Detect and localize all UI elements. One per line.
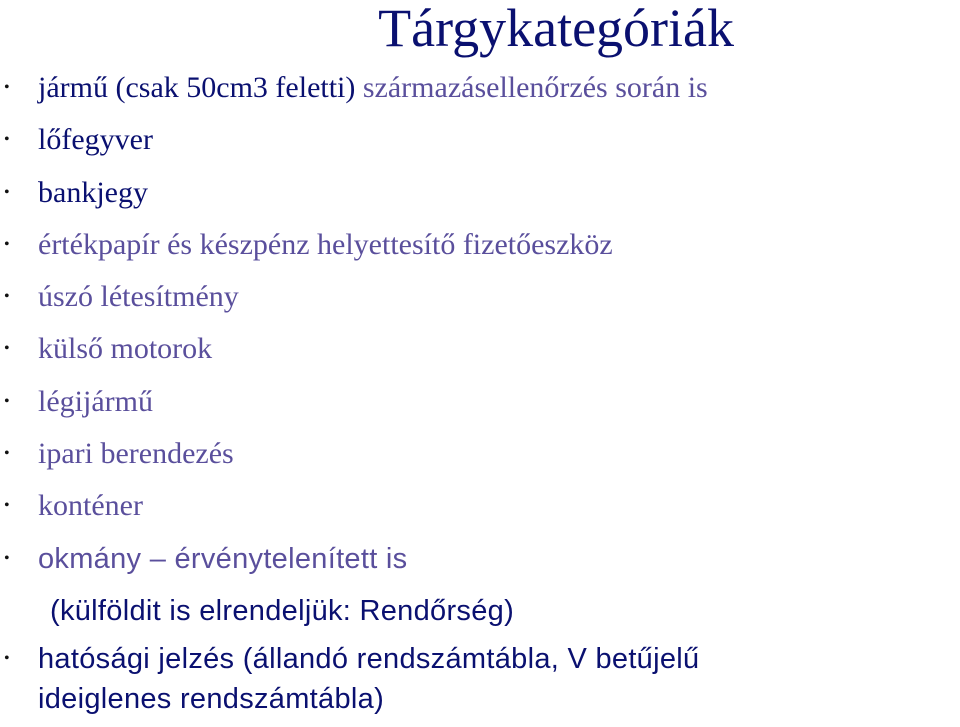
list-item bbox=[0, 428, 960, 480]
bullet-icon: • bbox=[4, 445, 10, 463]
page-title: Tárgykategóriák bbox=[378, 0, 734, 58]
list-item-text: okmány – érvénytelenített is bbox=[38, 542, 408, 575]
list-item-main: jármű (csak 50cm3 feletti) bbox=[38, 71, 356, 104]
bullet-icon: • bbox=[4, 549, 10, 567]
list-item-text: lőfegyver bbox=[38, 123, 153, 157]
bullet-icon: • bbox=[4, 183, 10, 201]
list-item bbox=[0, 62, 960, 114]
list-item bbox=[0, 376, 960, 428]
list-item bbox=[0, 637, 960, 681]
list-item-text: légijármű bbox=[38, 384, 153, 418]
list-item-text: külső motorok bbox=[38, 332, 213, 366]
list-item bbox=[0, 480, 960, 532]
bullet-icon: • bbox=[4, 288, 10, 306]
list-item bbox=[0, 167, 960, 219]
list-item bbox=[0, 323, 960, 375]
list-item-continuation bbox=[0, 585, 960, 637]
list-item bbox=[0, 219, 960, 271]
list-item-text: (külföldit is elrendeljük: Rendőrség) bbox=[50, 594, 515, 627]
bullet-icon: • bbox=[4, 392, 10, 410]
list-item-continuation bbox=[0, 681, 960, 719]
list-item-text bbox=[38, 62, 708, 114]
bullet-list bbox=[0, 62, 960, 719]
bullet-icon: • bbox=[4, 497, 10, 515]
list-item bbox=[0, 114, 960, 166]
bullet-icon: • bbox=[4, 650, 10, 668]
list-item-extra: származásellenőrzés során is bbox=[355, 71, 708, 104]
bullet-icon: • bbox=[4, 79, 10, 96]
list-item-text: értékpapír és készpénz helyettesítő fizetőeszköz bbox=[38, 227, 613, 261]
list-item bbox=[0, 533, 960, 585]
list-item-text: ipari berendezés bbox=[38, 437, 234, 471]
list-item-text: konténer bbox=[38, 489, 143, 523]
list-item-text: bankjegy bbox=[38, 175, 148, 209]
list-item-text: úszó létesítmény bbox=[38, 280, 239, 314]
bullet-icon: • bbox=[4, 235, 10, 253]
list-item bbox=[0, 271, 960, 323]
bullet-icon: • bbox=[4, 131, 10, 149]
list-item-text: ideiglenes rendszámtábla) bbox=[38, 683, 385, 716]
list-item-text: hatósági jelzés (állandó rendszámtábla, V betűjelű bbox=[38, 643, 700, 676]
bullet-icon: • bbox=[4, 340, 10, 358]
